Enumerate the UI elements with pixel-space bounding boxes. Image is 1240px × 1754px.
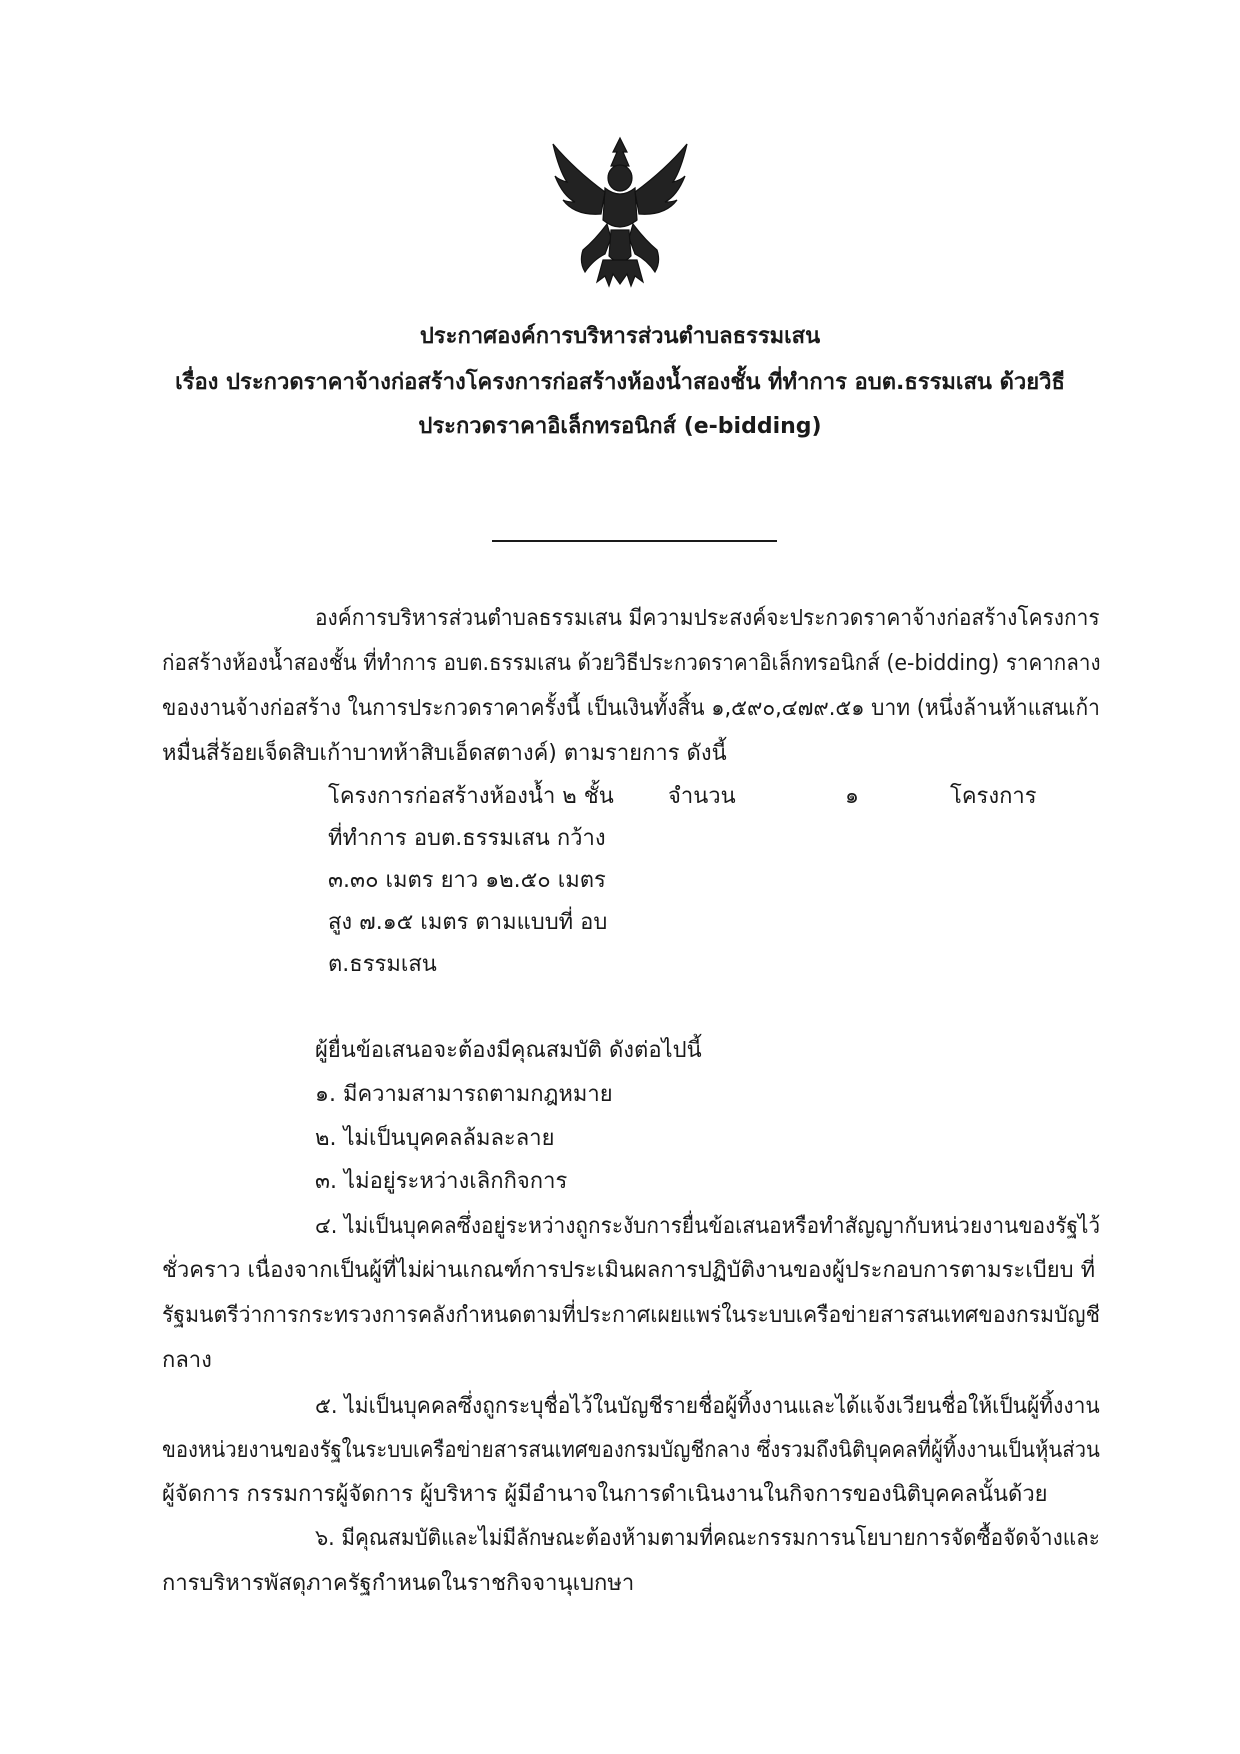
intro-line: องค์การบริหารส่วนตำบลธรรมเสน มีความประสงค์จะประกวดราคาจ้างก่อสร้างโครงการ [315,606,1100,631]
qualification-line: การบริหารพัสดุภาครัฐกำหนดในราชกิจจานุเบกษา [162,1571,635,1596]
qualification-line: ชั่วคราว เนื่องจากเป็นผู้ที่ไม่ผ่านเกณฑ์การประเมินผลการปฏิบัติงานของผู้ประกอบการตามระเบียบ ที่ [162,1258,1096,1283]
qualification-line: ผู้จัดการ กรรมการผู้จัดการ ผู้บริหาร ผู้มีอำนาจในการดำเนินงานในกิจการของนิติบุคคลนั้นด้วย [162,1482,1048,1507]
qualifications-heading: ผู้ยื่นข้อเสนอจะต้องมีคุณสมบัติ ดังต่อไปนี้ [315,1038,702,1063]
announcement-title: ประกาศองค์การบริหารส่วนตำบลธรรมเสน [419,324,821,349]
item-description-line: ที่ทำการ อบต.ธรรมเสน กว้าง [328,826,606,851]
item-description-line: ๓.๓๐ เมตร ยาว ๑๒.๕๐ เมตร [328,868,606,893]
qualification-line: ๓. ไม่อยู่ระหว่างเลิกกิจการ [315,1169,568,1194]
qualification-line: รัฐมนตรีว่าการกระทรวงการคลังกำหนดตามที่ประกาศเผยแพร่ในระบบเครือข่ายสารสนเทศของกรมบัญชี [162,1303,1100,1328]
item-quantity: ๑ [845,784,859,809]
qualification-line: ๖. มีคุณสมบัติและไม่มีลักษณะต้องห้ามตามที่คณะกรรมการนโยบายการจัดซื้อจัดจ้างและ [315,1526,1100,1551]
item-description-line: โครงการก่อสร้างห้องน้ำ ๒ ชั้น [328,784,614,809]
qualification-line: ๒. ไม่เป็นบุคคลล้มละลาย [315,1126,555,1151]
subject-line-2: ประกวดราคาอิเล็กทรอนิกส์ (e-bidding) [418,414,822,439]
qualification-line: ของหน่วยงานของรัฐในระบบเครือข่ายสารสนเทศของกรมบัญชีกลาง ซึ่งรวมถึงนิติบุคคลที่ผู้ทิ้งงานเป็นหุ้นส่วน [162,1438,1100,1463]
qualification-line: ๑. มีความสามารถตามกฎหมาย [315,1082,613,1107]
subject-line-1: เรื่อง ประกวดราคาจ้างก่อสร้างโครงการก่อสร้างห้องน้ำสองชั้น ที่ทำการ อบต.ธรรมเสน ด้วยวิธี [175,370,1065,395]
item-description-line: ต.ธรรมเสน [328,952,437,977]
intro-line: ก่อสร้างห้องน้ำสองชั้น ที่ทำการ อบต.ธรรมเสน ด้วยวิธีประกวดราคาอิเล็กทรอนิกส์ (e-bidding) ราคากลาง [162,651,1101,676]
item-quantity-label: จำนวน [668,784,736,809]
qualification-line: กลาง [162,1348,212,1373]
qualification-line: ๔. ไม่เป็นบุคคลซึ่งอยู่ระหว่างถูกระงับการยื่นข้อเสนอหรือทำสัญญากับหน่วยงานของรัฐไว้ [315,1214,1101,1239]
garuda-emblem-icon [545,130,695,290]
qualification-line: ๕. ไม่เป็นบุคคลซึ่งถูกระบุชื่อไว้ในบัญชีรายชื่อผู้ทิ้งงานและได้แจ้งเวียนชื่อให้เป็นผู้ทิ้งงาน [315,1394,1100,1419]
item-description-line: สูง ๗.๑๕ เมตร ตามแบบที่ อบ [328,910,608,935]
item-unit: โครงการ [950,784,1037,809]
intro-line: ของงานจ้างก่อสร้าง ในการประกวดราคาครั้งนี้ เป็นเงินทั้งสิ้น ๑,๕๙๐,๔๗๙.๕๑ บาท (หนึ่งล้านห้าแสนเก้า [162,696,1100,721]
intro-line: หมื่นสี่ร้อยเจ็ดสิบเก้าบาทห้าสิบเอ็ดสตางค์) ตามรายการ ดังนี้ [162,741,727,766]
title-divider [492,540,777,542]
